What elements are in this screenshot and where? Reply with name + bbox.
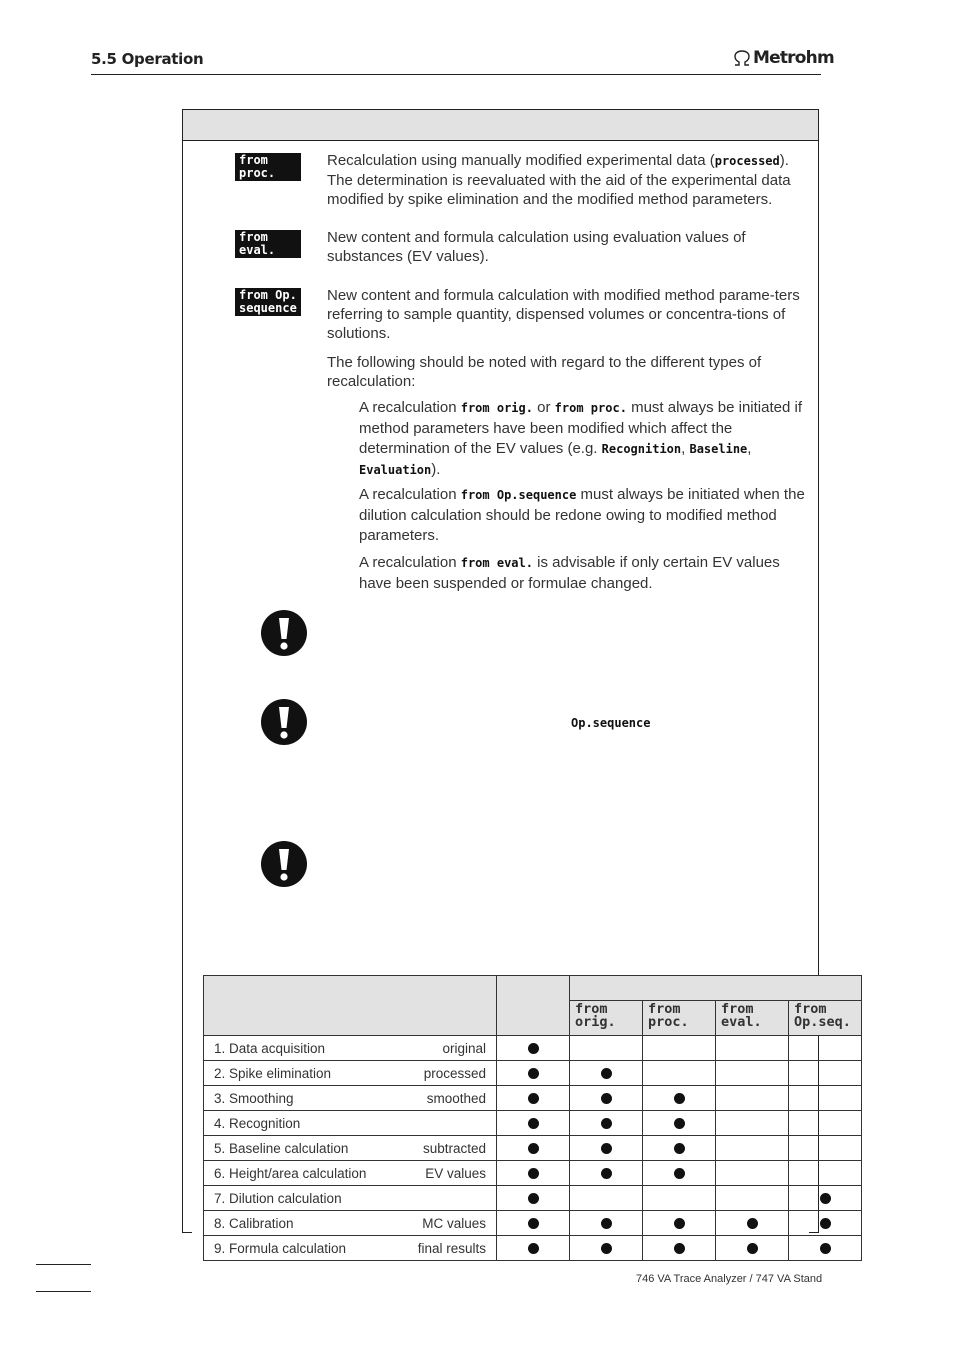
key-from-op-sequence: from Op. sequence [235, 288, 301, 316]
mark-cell [497, 1161, 570, 1186]
bullet-dot-icon [528, 1168, 539, 1179]
data-state-label: EV values [425, 1165, 486, 1181]
table-row [204, 1136, 862, 1161]
subheader-from-orig: from orig. [570, 1001, 643, 1036]
mark-cell [789, 1186, 862, 1211]
table-row [204, 1036, 862, 1061]
bullet-dot-icon [747, 1218, 758, 1229]
step-label: 9. Formula calculation [214, 1240, 347, 1256]
mark-cell [643, 1236, 716, 1261]
mark-cell [716, 1036, 789, 1061]
note-2: A recalculation from Op.sequence must always be initiated when the dilution calculation should be redone owing to modified method parameters. [359, 486, 805, 544]
bullet-dot-icon [820, 1218, 831, 1229]
option-description-proc: Recalculation using manually modified experimental data (processed). The determination is reevaluated with the aid of the experimental data modified by spike elimination and the modified method parameters. [327, 152, 791, 208]
note-3: A recalculation from eval. is advisable if only certain EV values have been suspended or formulae changed. [359, 554, 780, 592]
bullet-dot-icon [747, 1243, 758, 1254]
step-cell [204, 1111, 497, 1136]
mark-cell [789, 1136, 862, 1161]
step-label: 6. Height/area calculation [214, 1165, 367, 1181]
table-row [204, 1161, 862, 1186]
bullet-dot-icon [674, 1218, 685, 1229]
table-row [204, 1211, 862, 1236]
data-state-label: MC values [422, 1215, 486, 1231]
footer-rule [36, 1291, 91, 1292]
bullet-dot-icon [528, 1118, 539, 1129]
mark-cell [643, 1061, 716, 1086]
mark-cell [716, 1111, 789, 1136]
mark-cell [570, 1061, 643, 1086]
bullet-dot-icon [528, 1143, 539, 1154]
mark-cell [497, 1211, 570, 1236]
exclamation-icon [261, 841, 307, 887]
mark-cell [497, 1036, 570, 1061]
step-cell [204, 1036, 497, 1061]
mark-cell [716, 1086, 789, 1111]
header-rule [91, 74, 821, 75]
mark-cell [716, 1061, 789, 1086]
mark-cell [716, 1186, 789, 1211]
step-cell [204, 1236, 497, 1261]
mark-cell [789, 1061, 862, 1086]
footer-product: 746 VA Trace Analyzer / 747 VA Stand [636, 1273, 823, 1285]
bullet-dot-icon [528, 1193, 539, 1204]
bullet-dot-icon [674, 1118, 685, 1129]
mark-cell [789, 1086, 862, 1111]
exclamation-icon [261, 610, 307, 656]
table-row [204, 1236, 862, 1261]
option-description-eval: New content and formula calculation using evaluation values of substances (EV values). [327, 229, 746, 265]
frame-corner [809, 1232, 819, 1233]
header-cell-group [570, 976, 862, 1001]
mark-cell [643, 1036, 716, 1061]
omega-logo-icon [733, 50, 751, 66]
bullet-dot-icon [820, 1243, 831, 1254]
bullet-dot-icon [674, 1168, 685, 1179]
data-state-label: subtracted [422, 1140, 486, 1156]
header-cell-empty [497, 976, 570, 1036]
mark-cell [643, 1211, 716, 1236]
step-cell [204, 1136, 497, 1161]
header-cell-empty [204, 976, 497, 1036]
brand-logo [733, 48, 834, 68]
bullet-dot-icon [601, 1143, 612, 1154]
step-label: 1. Data acquisition [214, 1040, 326, 1056]
mark-cell [789, 1236, 862, 1261]
mark-cell [497, 1111, 570, 1136]
mark-cell [497, 1136, 570, 1161]
mark-cell [643, 1161, 716, 1186]
data-state-label: processed [423, 1065, 486, 1081]
mark-cell [789, 1036, 862, 1061]
bullet-dot-icon [528, 1043, 539, 1054]
mark-cell [716, 1161, 789, 1186]
mark-cell [789, 1161, 862, 1186]
table-row [204, 1086, 862, 1111]
step-cell [204, 1186, 497, 1211]
bullet-dot-icon [601, 1218, 612, 1229]
subheader-from-proc: from proc. [643, 1001, 716, 1036]
key-from-eval: from eval. [235, 230, 301, 258]
notes-intro: The following should be noted with regard to the different types of recalculation: [327, 354, 762, 390]
brand-name: Metrohm [753, 48, 834, 68]
mark-cell [570, 1136, 643, 1161]
mark-cell [789, 1111, 862, 1136]
step-label: 7. Dilution calculation [214, 1190, 342, 1206]
step-cell [204, 1211, 497, 1236]
exclamation-icon [261, 699, 307, 745]
frame-corner [182, 1232, 192, 1233]
subheader-from-eval: from eval. [716, 1001, 789, 1036]
bullet-dot-icon [601, 1093, 612, 1104]
mark-cell [716, 1136, 789, 1161]
table-row [204, 1186, 862, 1211]
mark-cell [570, 1161, 643, 1186]
bullet-dot-icon [528, 1068, 539, 1079]
recalculation-table [203, 975, 862, 1261]
mark-cell [570, 1186, 643, 1211]
mark-cell [497, 1086, 570, 1111]
bullet-dot-icon [528, 1218, 539, 1229]
mark-cell [643, 1136, 716, 1161]
table-row [204, 1111, 862, 1136]
data-state-label: final results [417, 1240, 486, 1256]
mark-cell [570, 1211, 643, 1236]
mark-cell [643, 1086, 716, 1111]
key-from-proc: from proc. [235, 153, 301, 181]
table-header-row [204, 976, 862, 1001]
bullet-dot-icon [674, 1143, 685, 1154]
step-cell [204, 1061, 497, 1086]
footer-rule [36, 1264, 91, 1265]
data-state-label: original [442, 1040, 486, 1056]
mark-cell [497, 1061, 570, 1086]
step-label: 3. Smoothing [214, 1090, 294, 1106]
step-label: 2. Spike elimination [214, 1065, 332, 1081]
section-heading: 5.5 Operation [91, 50, 204, 68]
mark-cell [716, 1236, 789, 1261]
table-row [204, 1061, 862, 1086]
step-cell [204, 1086, 497, 1111]
mark-cell [497, 1236, 570, 1261]
bullet-dot-icon [601, 1118, 612, 1129]
frame-title-bar [182, 109, 819, 141]
mark-cell [643, 1186, 716, 1211]
bullet-dot-icon [601, 1243, 612, 1254]
step-label: 8. Calibration [214, 1215, 294, 1231]
bullet-dot-icon [528, 1243, 539, 1254]
subheader-from-opseq: from Op.seq. [789, 1001, 862, 1036]
step-label: 5. Baseline calculation [214, 1140, 349, 1156]
bullet-dot-icon [674, 1093, 685, 1104]
mark-cell [497, 1186, 570, 1211]
mark-cell [789, 1211, 862, 1236]
option-description-op-sequence: New content and formula calculation with modified method parame-ters referring to sample quantity, dispensed volumes or concentra-tions of solutions. [327, 287, 800, 342]
mark-cell [716, 1211, 789, 1236]
code-op-sequence: Op.sequence [571, 716, 651, 730]
bullet-dot-icon [601, 1068, 612, 1079]
note-1: A recalculation from orig. or from proc. must always be initiated if method parameters have been modified which affect the determination of the EV values (e.g. Recognition, Baseline, Evaluation). [359, 399, 802, 478]
mark-cell [570, 1111, 643, 1136]
bullet-dot-icon [528, 1093, 539, 1104]
mark-cell [570, 1236, 643, 1261]
mark-cell [643, 1111, 716, 1136]
data-state-label: smoothed [426, 1090, 486, 1106]
code-processed: processed [714, 154, 780, 168]
step-cell [204, 1161, 497, 1186]
mark-cell [570, 1086, 643, 1111]
step-label: 4. Recognition [214, 1115, 301, 1131]
bullet-dot-icon [601, 1168, 612, 1179]
mark-cell [570, 1036, 643, 1061]
bullet-dot-icon [820, 1193, 831, 1204]
bullet-dot-icon [674, 1243, 685, 1254]
